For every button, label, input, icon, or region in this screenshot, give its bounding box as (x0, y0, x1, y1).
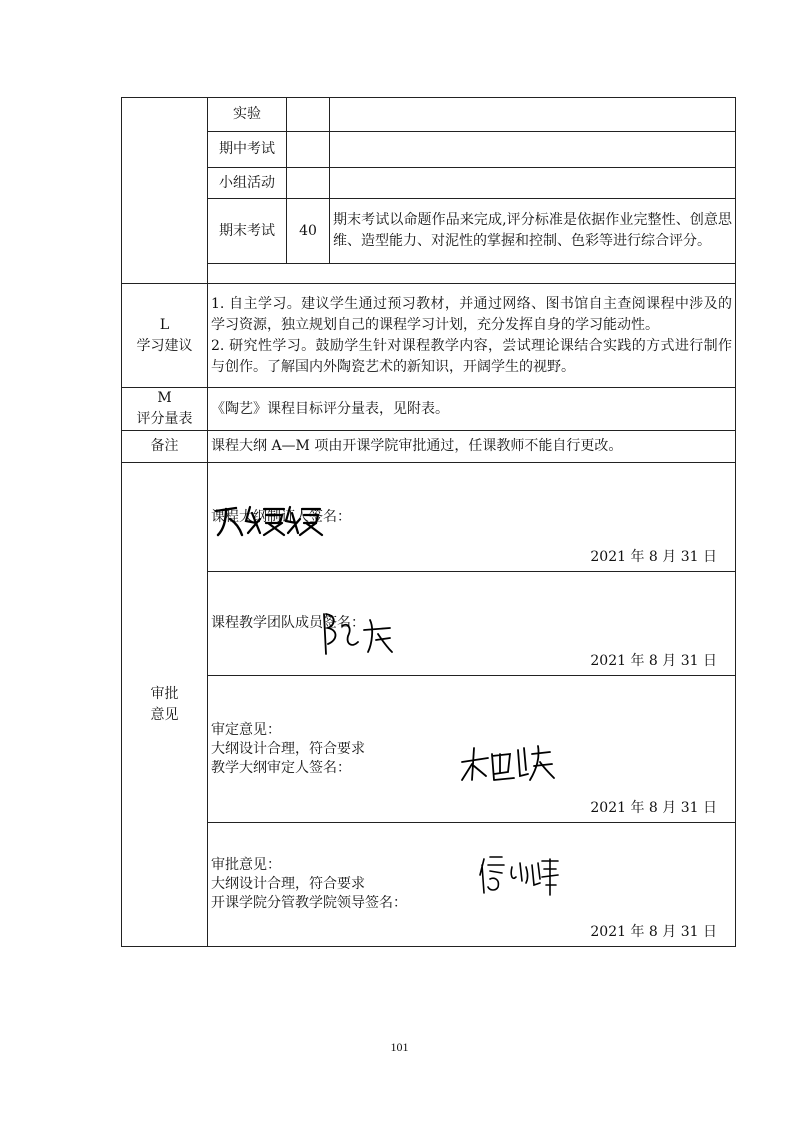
signature-prompt: 课程大纲制订人签名： (211, 508, 351, 525)
signature-date: 2021 年 8 月 31 日 (590, 800, 717, 816)
approval-label-line-1: 审批 (150, 685, 179, 702)
signature-date: 2021 年 8 月 31 日 (590, 549, 717, 565)
approval-label-cell (122, 463, 208, 947)
signature-cell (208, 572, 736, 676)
assessment-item: 期末考试 (208, 199, 287, 264)
signature-cell (208, 823, 736, 947)
syllabus-table (121, 97, 736, 947)
study-advice-content (208, 284, 736, 388)
rubric-code: M (157, 390, 172, 406)
study-advice-label: 学习建议 (136, 337, 193, 354)
assessment-weight (287, 98, 330, 132)
assessment-weight: 40 (287, 199, 330, 264)
assessment-weight (287, 168, 330, 199)
signature-image-3 (458, 740, 558, 788)
approval-opinion-label: 审批意见： (211, 857, 281, 873)
study-advice-text-1: 1. 自主学习。建议学生通过预习教材，并通过网络、图书馆自主查阅课程中涉及的学习资源，独立规划自己的课程学习计划，充分发挥自身的学习能动性。 (211, 295, 732, 333)
signature-image-2 (318, 608, 398, 658)
assessment-item: 期中考试 (208, 132, 287, 168)
approval-opinion-text: 大纲设计合理，符合要求 (211, 876, 365, 892)
review-opinion-label: 审定意见： (211, 721, 281, 738)
signature-date: 2021 年 8 月 31 日 (590, 924, 717, 940)
rubric-label: 评分量表 (136, 411, 193, 427)
approval-label-line-2: 意见 (150, 706, 179, 723)
approval-block-1 (122, 463, 736, 572)
assessment-row-group (122, 168, 736, 199)
approval-block-2 (122, 572, 736, 676)
assessment-desc (330, 168, 736, 199)
study-advice-text-2: 2. 研究性学习。鼓励学生针对课程教学内容，尝试理论课结合实践的方式进行制作与创作。了解国内外陶瓷艺术的新知识，开阔学生的视野。 (211, 337, 732, 375)
assessment-row-final (122, 199, 736, 264)
assessment-row-spacer (122, 264, 736, 284)
review-opinion-text: 大纲设计合理，符合要求 (211, 740, 365, 757)
assessment-item: 小组活动 (208, 168, 287, 199)
signature-cell (208, 463, 736, 572)
signature-date: 2021 年 8 月 31 日 (590, 653, 717, 669)
study-advice-label-cell (122, 284, 208, 388)
signature-prompt: 课程教学团队成员签名： (211, 615, 365, 631)
approval-block-4 (122, 823, 736, 947)
assessment-weight (287, 132, 330, 168)
signature-prompt: 开课学院分管教学院领导签名： (211, 895, 407, 911)
assessment-row-lab (122, 98, 736, 132)
signature-image-4 (476, 851, 561, 897)
page-number: 101 (390, 1040, 409, 1054)
assessment-section-label (122, 98, 208, 284)
assessment-desc (330, 132, 736, 168)
signature-image-1 (212, 499, 327, 539)
signature-prompt: 教学大纲审定人签名： (211, 759, 351, 776)
rubric-text: 《陶艺》课程目标评分量表，见附表。 (208, 388, 736, 431)
approval-block-3 (122, 676, 736, 823)
assessment-desc: 期末考试以命题作品来完成,评分标准是依据作业完整性、创意思维、造型能力、对泥性的掌握和控制、色彩等进行综合评分。 (330, 199, 736, 264)
assessment-item: 实验 (208, 98, 287, 132)
signature-cell (208, 676, 736, 823)
remarks-label: 备注 (122, 431, 208, 463)
assessment-desc (330, 98, 736, 132)
rubric-row (122, 388, 736, 431)
spacer-cell (208, 264, 736, 284)
assessment-row-midterm (122, 132, 736, 168)
rubric-label-cell (122, 388, 208, 431)
study-advice-code: L (159, 316, 170, 333)
remarks-text: 课程大纲 A—M 项由开课学院审批通过，任课教师不能自行更改。 (208, 431, 736, 463)
remarks-row (122, 431, 736, 463)
study-advice-row (122, 284, 736, 388)
